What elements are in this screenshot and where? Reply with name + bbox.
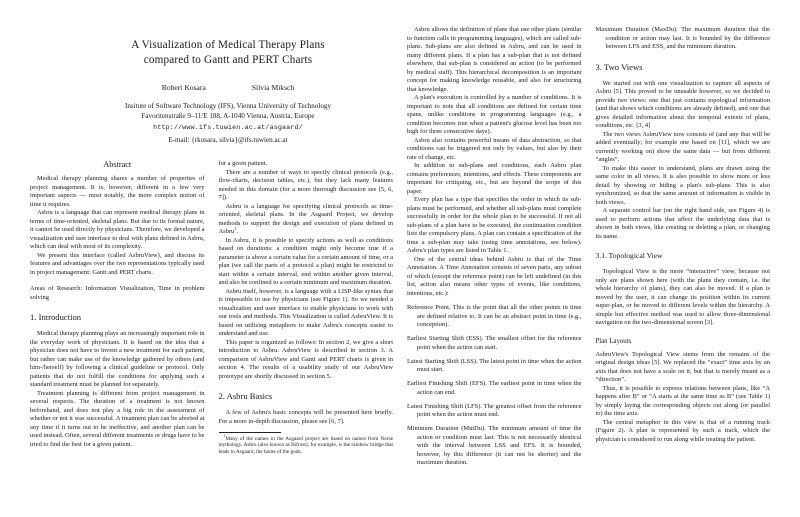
email-address[interactable]: E-mail: {rkosara, silvia}@ifs.tuwien.ac.at [168,136,288,145]
footnote-rule [219,432,281,433]
two-views-paragraph-2: The two views AsbruView now consists of (and any that will be added eventually; for example one based on [11], which we are currently working on) show the same data — but from different “angles”. [595,130,770,163]
time-annotation-definition-list [407,304,582,468]
definition-item [407,358,582,375]
intro-paragraph-6: Asbru itself, however, is a language with a LISP-like syntax that is impossible to use by physicians (see Figure 1). So we needed a visualization and user interface to enable physicians to work with our tools and methods. This Visualization is called AsbruView. It is based on utilizing metaphors to make Asbru's concepts easier to understand and use. [218,287,393,337]
topological-view-paragraph-4: The central metaphor in this view is that of a running track (Figure 2). A plan is represented by such a track, which the physician is considered to run along while treating the patient. [595,418,770,443]
column-4 [596,26,771,473]
definition-item [407,380,582,397]
topological-view-paragraph-2: AsbruView's Topological View stems from the remains of the original design ideas [5]. We replaced the “exact” time axis by an axis that does not have a scale on it, but that is merely meant as a “direction”. [595,350,770,383]
definition-item [407,403,582,420]
definition-text: The earliest point in time when the action can end. [417,380,582,396]
definition-term: Earliest Starting Shift (ESS). [407,335,484,342]
intro-paragraph-5: In Asbru, it is possible to specify actions as well as conditions based on durations: a condition might only become true if a parameter is above a certain value for a certain amount of time, or a plan (we call the parts of a protocol a plan) might be restricted to start within a certain interval, end within another given interval, and also be confined to a certain minimum and maximum duration. [218,236,393,286]
footnote-number: 1 [223,433,226,438]
definition-item [596,26,771,52]
definition-text: The maximum duration that the condition or action may last. It is bounded by the difference between LFS and ESS, and the minimum duration. [605,26,770,50]
author-1: Robert Kosara [161,83,206,92]
asbru-basics-paragraph-2: Asbru allows the definition of plans that use other plans (similar to function calls in programming languages), which are called sub-plans. Sub-plans are also defined in Asbru, and can be used in many different plans. If a plan has a sub-plan that is not defined elsewhere, that sub-plan is considered an action (to be performed by medical staff). This hierarchical decomposition is an important concept for making knowledge reusable, and also for structuring that knowledge. [407,26,582,93]
abstract-paragraph-1: Medical therapy planning shares a number of properties of project management. It is, however, different in a few very important aspects — most notably, the more complex notion of time it requires. [30,175,205,208]
abstract-heading: Abstract [103,160,132,169]
areas-of-research: Areas of Research: Information Visualization, Time in problem solving [30,285,205,301]
section-heading-asbru-basics: 2. Asbru Basics [218,391,273,401]
definition-term: Minimum Duration (MinDu). [407,425,486,432]
definition-text: The minimum amount of time the action or condition must last. This is not necessarily identical with the interval between LSS and EFS. It is bounded, however, by this difference (it can not be shorter) and the maximum duration. [417,425,582,466]
asbru-basics-paragraph-4: Asbru also contains powerful means of data abstraction, so that conditions can be triggered not only by values, but also by their rate of change, etc. [407,136,582,161]
two-views-paragraph-3: To make this easier to understand, plans are drawn using the same color in all views. It is also possible to show more or less detail by showing or hiding a plan's sub-plans. This is also synchronized, so that the same amount of information is visible in both views. [595,164,770,206]
project-url[interactable]: http://www.ifs.tuwien.ac.at/asgaard/ [153,124,303,132]
definition-text: This is the point that all the other points in time are defined relative to. It can be an abstract point in time (e.g., conception). [417,304,582,328]
intro-paragraph-1: Medical therapy planning plays an increasingly important role in the everyday work of physicians. It is based on the idea that a physician does not have to invent a new treatment for each patient, but rather can make use of the knowledge gathered by others (and him-/herself) by following a clinical guideline or protocol. Only patients that do not fulfill the conditions for applying such a standard treatment must be planned for separately. [30,330,205,388]
asbru-basics-paragraph-5: In addition to sub-plans and conditions, each Asbru plan contains preferences, intentions, and effects. These components are important for critiquing, etc., but are beyond the scope of this paper. [407,162,582,195]
intro-paragraph-2: Treatment planning is different from project management in several respects. The duration of a treatment is not known beforehand, and does not play a big role in the assessment of whether or not it was successful. A treatment plan can be aborted at any time if it turns out to be ineffective, and another plan can be used instead. Often, several different treatments or drugs have to be tried to find the best for a given patient. [30,389,205,448]
paragraph-heading-plan-layouts: Plan Layouts [595,337,632,345]
topological-view-paragraph-1: Topological View is the more “interactive” view, because not only are plans shown here (with the plans they contain, i.e. the whole hierarchy of plans), they can also be moved. If a plan is moved by the user, it can change its position within its current super-plan, or be moved to different levels within the hierarchy. A simple but effective method was used to allow three-dimensional navigation on the two-dimensional screen [3]. [595,268,770,326]
definition-term: Reference Point. [407,304,451,311]
footnote-marker: 1 [234,225,237,231]
column-container [30,26,770,473]
definition-item [407,425,582,468]
definition-term: Latest Starting Shift (LSS). [407,357,478,365]
affiliation-line-1: Insitute of Software Technology (IFS), Vienna University of Technology [124,102,332,110]
definition-term: Earliest Finishing Shift (EFS). [407,380,487,387]
section-heading-two-views: 3. Two Views [595,61,643,72]
intro-paragraph-4 [219,203,394,237]
column-1 [30,26,205,473]
title-line-2: compared to Gantt and PERT Charts [143,54,313,66]
intro-paragraph-2-cont: for a given patient. [218,160,268,167]
title-line-1: A Visualization of Medical Therapy Plans [131,39,325,51]
definition-text: The smallest offset for the reference point when the action can start. [417,335,582,351]
section-heading-introduction: 1. Introduction [30,312,82,322]
topological-view-paragraph-3: Thus, it is possible to express relations between plans, like “A happens after B” or “A starts at the same time as B” (see Table 1) by simply laying the corresponding objects out along (or parallel to) the time axis. [595,384,770,417]
abstract-paragraph-2: Asbru is a language that can represent medical therapy plans in terms of time-oriented, skeletal plans. But due to its formal nature, it cannot be used directly by physicians. Therefore, we developed a visualization and user interface to deal with plans defined in Asbru, which can deal with most of its complexity. [30,209,205,250]
abstract-paragraph-3: We present this interface (called AsbruView), and discuss its features and advantages over the two representations typically used in project management: Gantt and PERT charts. [30,251,205,276]
subsection-heading-topological-view: 3.1. Topological View [595,251,663,260]
definition-item [407,304,582,330]
intro-paragraph-4-tail: . [236,228,239,235]
column-2 [219,26,394,473]
asbru-basics-paragraph-3: A plan's execution is controlled by a number of conditions. It is important to note that all conditions are defined for certain time spans, unlike conditions in programming languages (e.g., a condition becomes true when a patient's glucose level has been too high for three consecutive days). [407,94,582,135]
asbru-basics-paragraph-7: One of the central ideas behind Asbru is that of the Time Annotation. A Time Annotation consists of seven parts, any subset of which (except the reference point) can be left undefined (in this list, action also means other types of events, like conditions, intentions, etc.): [407,255,582,297]
time-annotation-definition-list-cont [596,26,771,52]
author-2: Silvia Miksch [251,83,295,92]
intro-paragraph-3: There are a number of ways to specify clinical protocols (e.g., flow-charts, decision tables, etc.), but they lack many features needed in this domain (for a more thorough discussion see [5, 6, 7]). [218,168,393,201]
two-views-paragraph-1: We started out with one visualization to capture all aspects of Asbru [5]. This proved to be unusable however, so we decided to provide two views: one that just contains topological information (and that shows which conditions are already defined), and one that gives detailed information about the temporal extents of plans, conditions, etc. [3, 4] [595,79,770,129]
asbru-basics-paragraph-1: A few of Asbru's basic concepts will be presented here briefly. For a more in-depth discussion, please see [6, 7]. [218,409,393,425]
footnote-text [218,433,394,457]
affiliation-line-2: Favoritenstraße 9–11/E 188, A-1040 Vienna, Austria, Europe [141,112,315,121]
definition-term: Latest Finishing Shift (LFS). [407,402,482,410]
intro-paragraph-4-text: Asbru is a language for specifying clinical protocols as time-oriented, skeletal plans. In the Asgaard Project, we develop methods to support the design and execution of plans defined in Asbru [218,202,393,235]
footnote-body: Many of the names in the Asgaard project are based on names from Norse mythology. Asbru (also known as Bifrost), for example, is the rainbow bridge that leads to Asgaard, the home of the gods. [218,435,393,456]
asbru-basics-paragraph-6: Every plan has a type that specifies the order in which its sub-plans must be performed, and whether all sub-plans must complete successfully in order for the whole plan to be successful. If not all sub-plans of a plan have to be executed, the continuation condition lists the compulsory plans. A plan can contain a specification of the time a sub-plan may take (using time annotations, see below). Asbru's plan types are listed in Table 1. [407,196,582,254]
column-3 [407,26,582,473]
two-views-paragraph-4: A separate control bar (on the right hand side, see Figure 4) is used to perform actions that affect the underlying data that is shown in both views, like creating or deleting a plan, or changing its name. [595,207,770,240]
definition-item [407,335,582,352]
definition-text: The latest point in time when the action must start. [417,357,582,373]
intro-paragraph-7: This paper is organized as follows: In section 2, we give a short introduction to Asbru. AsbruView is described in section 3. A comparison of AsbruView and Gantt and PERT charts is given in section 4. The results of a usability study of our AsbruView prototype are shortly discussed in section 5. [218,338,393,380]
definition-term: Maximum Duration (MaxDu). [595,26,678,33]
footnote-block [219,432,394,456]
definition-text: The greatest offset from the reference point when the action must end. [417,402,582,418]
